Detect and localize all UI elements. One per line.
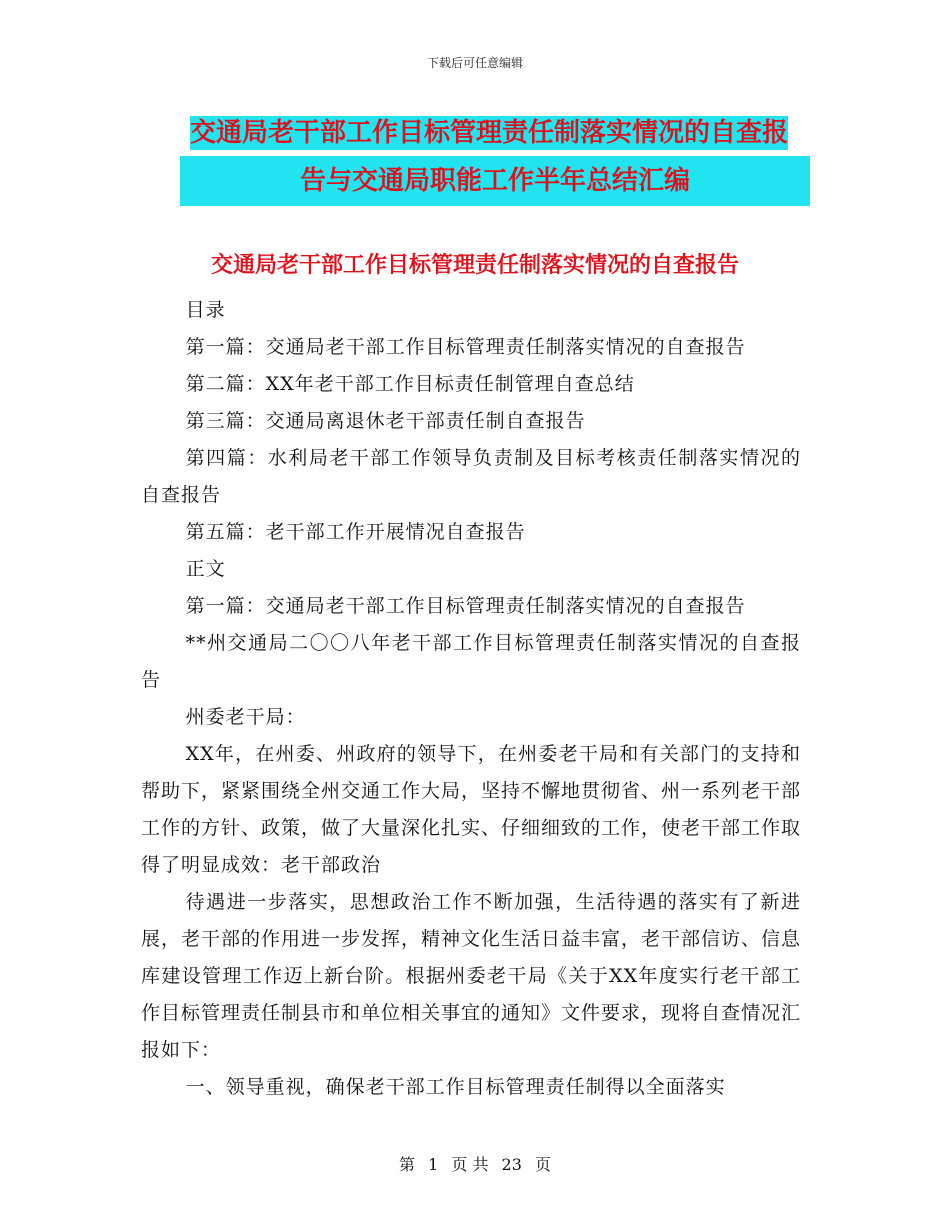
footer-total-pages: 23 xyxy=(501,1155,522,1174)
footer-prefix: 第 xyxy=(398,1155,415,1174)
document-body xyxy=(141,292,801,1106)
document-title xyxy=(190,110,810,206)
paragraph-body-heading: 正文 xyxy=(185,558,226,580)
paragraph-subheading-1: 一、领导重视，确保老干部工作目标管理责任制得以全面落实 xyxy=(185,1076,726,1098)
paragraph-toc-heading: 目录 xyxy=(185,299,226,321)
document-title-line-2: 告与交通局职能工作半年总结汇编 xyxy=(299,166,690,196)
paragraph-toc-item-1: 第一篇：交通局老干部工作目标管理责任制落实情况的自查报告 xyxy=(185,336,746,358)
paragraph-toc-item-4: 第四篇：水利局老干部工作领导负责制及目标考核责任制落实情况的自查报告 xyxy=(141,447,801,506)
paragraph-body-2: 待遇进一步落实，思想政治工作不断加强，生活待遇的落实有了新进展，老干部的作用进一步发挥，精神文化生活日益丰富，老干部信访、信息库建设管理工作迈上新台阶。根据州委老干局《关于XX年度实行老干部工作目标管理责任制县市和单位相关事宜的通知》文件要求，现将自查情况汇报如下： xyxy=(141,891,802,1061)
section-title: 交通局老干部工作目标管理责任制落实情况的自查报告 xyxy=(210,253,739,278)
paragraph-body-1: XX年，在州委、州政府的领导下，在州委老干局和有关部门的支持和帮助下，紧紧围绕全州交通工作大局，坚持不懈地贯彻省、州一系列老干部工作的方针、政策，做了大量深化扎实、仔细细致的工作，使老干部工作取得了明显成效：老干部政治 xyxy=(141,743,802,876)
header-note: 下载后可任意编辑 xyxy=(426,56,523,70)
page-footer xyxy=(0,1152,950,1175)
paragraph-chapter-title: 第一篇：交通局老干部工作目标管理责任制落实情况的自查报告 xyxy=(185,595,746,617)
document-title-line-1: 交通局老干部工作目标管理责任制落实情况的自查报 xyxy=(190,118,789,148)
paragraph-report-title: **州交通局二〇〇八年老干部工作目标管理责任制落实情况的自查报告 xyxy=(141,632,801,691)
footer-middle: 页 共 xyxy=(451,1155,489,1174)
paragraph-toc-item-3: 第三篇：交通局离退休老干部责任制自查报告 xyxy=(185,410,586,432)
paragraph-salutation: 州委老干局： xyxy=(185,706,306,728)
paragraph-toc-item-2: 第二篇：XX年老干部工作目标责任制管理自查总结 xyxy=(185,373,635,395)
footer-page-number: 1 xyxy=(428,1155,439,1174)
paragraph-toc-item-5: 第五篇：老干部工作开展情况自查报告 xyxy=(185,521,526,543)
footer-suffix: 页 xyxy=(535,1155,552,1174)
